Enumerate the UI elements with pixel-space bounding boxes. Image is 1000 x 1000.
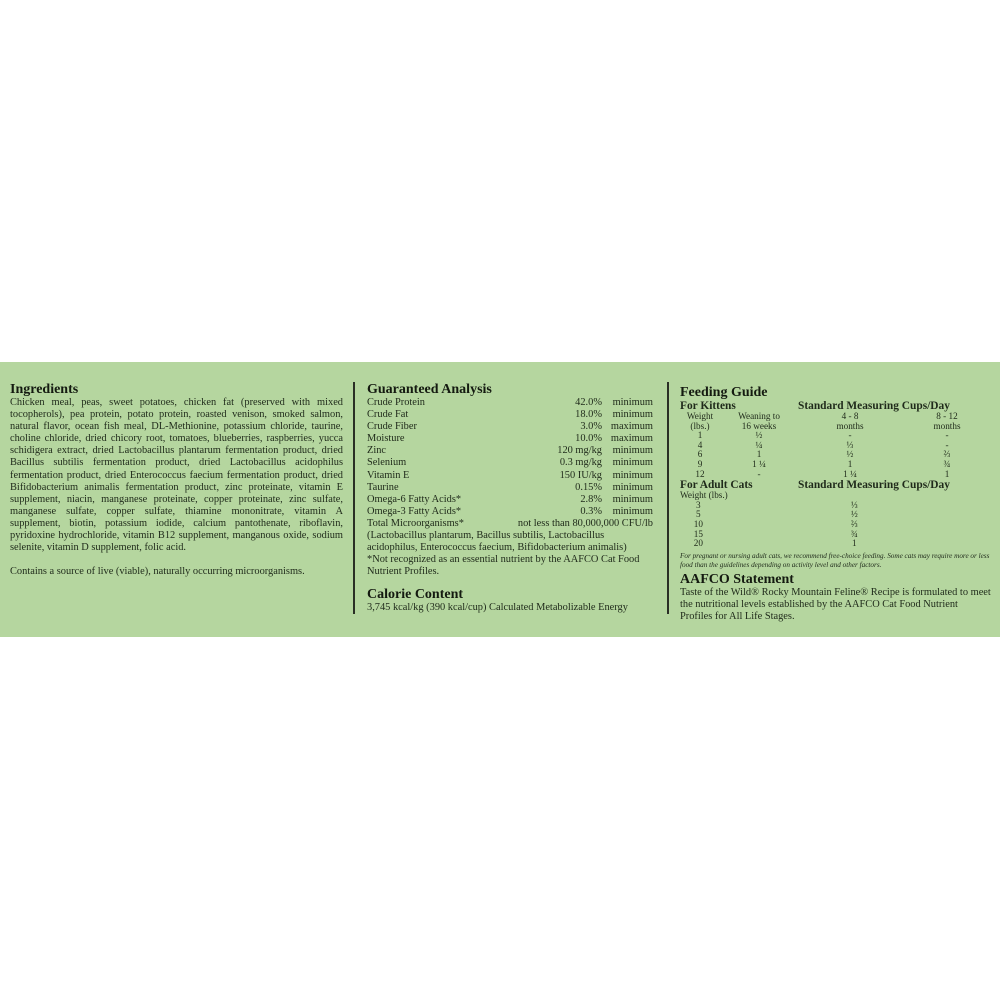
- microorganisms-note: Contains a source of live (viable), naturally occurring microorganisms.: [10, 566, 305, 578]
- table-cell: 1: [847, 458, 853, 469]
- table-row: [680, 530, 992, 540]
- table-cell: Weaning to: [738, 411, 780, 421]
- table-cell: 12: [695, 468, 705, 479]
- nutrient-value: 2.8%: [580, 493, 602, 505]
- table-cell: 1: [697, 430, 703, 441]
- calorie-title: Calorie Content: [367, 587, 464, 603]
- kitten-table: [680, 412, 992, 479]
- table-cell: 15: [693, 528, 703, 539]
- table-cell: (lbs.): [690, 420, 710, 431]
- nutrient-name: Selenium: [367, 457, 407, 469]
- table-cell: ⅔: [850, 518, 858, 529]
- nutrient-qualifier: maximum: [610, 421, 653, 433]
- nutrient-value: 0.15%: [575, 481, 602, 493]
- aafco-text: Taste of the Wild® Rocky Mountain Feline® Recipe is formulated to meet the nutritional levels established by the AAFCO Cat Food Nutrient Profiles for All Life Stages.: [680, 586, 991, 622]
- analysis-footnote: *Not recognized as an essential nutrient by the AAFCO Cat Food Nutrient Profiles.: [367, 554, 640, 578]
- table-row: [680, 539, 992, 549]
- analysis-row: [367, 409, 653, 421]
- table-cell: 6: [697, 449, 703, 460]
- nutrient-name: Taurine: [367, 481, 399, 493]
- nutrient-value: 0.3 mg/kg: [559, 457, 602, 469]
- feeding-note: For pregnant or nursing adult cats, we recommend free-choice feeding. Some cats may require more or less food than the guidelines depending on activity level and other factors.: [680, 551, 990, 569]
- table-cell: months: [836, 420, 864, 431]
- table-cell: months: [933, 420, 961, 431]
- nutrient-name: Moisture: [367, 433, 405, 445]
- analysis-title: Guaranteed Analysis: [367, 382, 492, 397]
- aafco-title: AAFCO Statement: [680, 571, 794, 587]
- table-cell: ¾: [850, 528, 858, 539]
- feeding-section: [680, 385, 992, 623]
- table-cell: ½: [846, 449, 854, 460]
- analysis-row: [367, 494, 653, 506]
- nutrient-value: 3.0%: [580, 421, 602, 433]
- table-row: [680, 510, 992, 520]
- nutrient-qualifier: minimum: [612, 469, 653, 481]
- nutrient-value: 10.0%: [575, 433, 602, 445]
- nutrient-qualifier: minimum: [612, 397, 653, 408]
- column-divider-2: [667, 382, 669, 614]
- table-cell: -: [757, 468, 761, 479]
- table-row: [680, 470, 992, 480]
- nutrient-qualifier: maximum: [610, 433, 653, 445]
- analysis-row: [367, 397, 653, 409]
- table-cell: 20: [693, 538, 703, 549]
- table-cell: Weight: [686, 411, 714, 421]
- kittens-label: For Kittens: [680, 400, 736, 412]
- table-cell: 4: [697, 439, 703, 450]
- analysis-row: [367, 457, 653, 469]
- table-cell: 3: [696, 499, 701, 510]
- nutrient-qualifier: minimum: [612, 505, 653, 517]
- table-cell: ½: [850, 509, 858, 520]
- adult-table: [680, 491, 992, 549]
- table-cell: ¾: [943, 458, 951, 469]
- table-cell: ½: [755, 430, 763, 441]
- microorganisms-label: Total Microorganisms*: [367, 517, 464, 529]
- table-cell: 4 - 8: [841, 411, 859, 421]
- nutrient-name: Zinc: [367, 445, 387, 457]
- ingredients-text: Chicken meal, peas, sweet potatoes, chicken fat (preserved with mixed tocopherols), pea protein, potato protein, roasted venison, smoked salmon, natural flavor, ocean fish meal, DL-Methionine, potassium chloride, taurine, choline chloride, dried chicory root, tomatoes, blueberries, raspberries, yucca schidigera extract, dried Lactobacillus plantarum fermentation product, dried Bacillus subtilis fermentation product, dried Lactobacillus acidophilus fermentation product, dried Enterococcus faecium fermentation product, dried Bifidobacterium animalis fermentation product, zinc proteinate, vitamin E supplement, niacin, manganese proteinate, copper proteinate, zinc sulfate, manganese sulfate, copper sulfate, thiamine mononitrate, vitamin A supplement, biotin, potassium iodide, calcium pantothenate, riboflavin, pyridoxine hydrochloride, vitamin B12 supplement, manganous oxide, sodium selenite, vitamin D supplement, folic acid.: [10, 397, 343, 554]
- table-cell: -: [848, 430, 852, 441]
- nutrient-value: 150 IU/kg: [559, 469, 602, 481]
- feeding-title: Feeding Guide: [680, 385, 768, 400]
- nutrient-qualifier: minimum: [612, 481, 653, 493]
- label-panel: [0, 362, 1000, 637]
- table-cell: ⅔: [943, 449, 951, 460]
- table-cell: 1 ¼: [843, 468, 857, 479]
- analysis-row: [367, 482, 653, 494]
- analysis-row: [367, 470, 653, 482]
- table-row: [680, 501, 992, 511]
- microorganisms-row: [367, 518, 653, 530]
- table-cell: 1: [756, 449, 762, 460]
- nutrient-value: 0.3%: [580, 505, 602, 517]
- nutrient-value: 120 mg/kg: [557, 445, 602, 457]
- table-cell: 9: [697, 458, 703, 469]
- nutrient-name: Crude Fiber: [367, 421, 417, 433]
- microorganisms-value: not less than 80,000,000 CFU/lb: [517, 517, 653, 529]
- table-cell: -: [945, 439, 949, 450]
- analysis-table: [367, 397, 653, 578]
- analysis-row: [367, 506, 653, 518]
- adult-label: For Adult Cats: [680, 479, 753, 492]
- table-header-row: [680, 491, 992, 501]
- nutrient-name: Vitamin E: [367, 469, 410, 481]
- analysis-section: [367, 382, 653, 615]
- table-cell: 10: [693, 518, 703, 529]
- nutrient-qualifier: minimum: [612, 493, 653, 505]
- table-cell: 1 ¼: [752, 458, 766, 469]
- nutrient-name: Omega-6 Fatty Acids*: [367, 493, 462, 505]
- nutrient-qualifier: minimum: [612, 457, 653, 469]
- table-cell: ¼: [755, 439, 763, 450]
- table-cell: 1: [852, 538, 857, 549]
- kittens-cups-label: Standard Measuring Cups/Day: [798, 400, 950, 412]
- analysis-row: [367, 445, 653, 457]
- ingredients-section: [10, 382, 343, 578]
- adult-cups-label: Standard Measuring Cups/Day: [798, 479, 950, 492]
- table-cell: 5: [696, 509, 701, 520]
- nutrient-value: 42.0%: [575, 397, 602, 408]
- analysis-row: [367, 421, 653, 433]
- nutrient-name: Omega-3 Fatty Acids*: [367, 505, 462, 517]
- table-cell: ⅓: [850, 499, 858, 510]
- nutrient-name: Crude Protein: [367, 397, 426, 408]
- column-divider-1: [353, 382, 355, 614]
- table-cell: 16 weeks: [741, 420, 777, 431]
- nutrient-value: 18.0%: [575, 409, 602, 421]
- ingredients-title: Ingredients: [10, 382, 79, 397]
- nutrient-name: Crude Fat: [367, 409, 409, 421]
- microorganisms-detail: (Lactobacillus plantarum, Bacillus subtilis, Lactobacillus acidophilus, Enterococcus faecium, Bifidobacterium animalis): [367, 530, 627, 554]
- nutrient-qualifier: minimum: [612, 445, 653, 457]
- table-cell: 1: [944, 468, 950, 479]
- table-cell: 8 - 12: [936, 411, 958, 421]
- calorie-text: 3,745 kcal/kg (390 kcal/cup) Calculated Metabolizable Energy: [367, 602, 628, 614]
- table-cell: Weight (lbs.): [680, 490, 728, 501]
- analysis-row: [367, 433, 653, 445]
- table-cell: -: [945, 430, 949, 441]
- nutrient-qualifier: minimum: [612, 409, 653, 421]
- table-cell: ⅓: [846, 439, 854, 450]
- table-row: [680, 520, 992, 530]
